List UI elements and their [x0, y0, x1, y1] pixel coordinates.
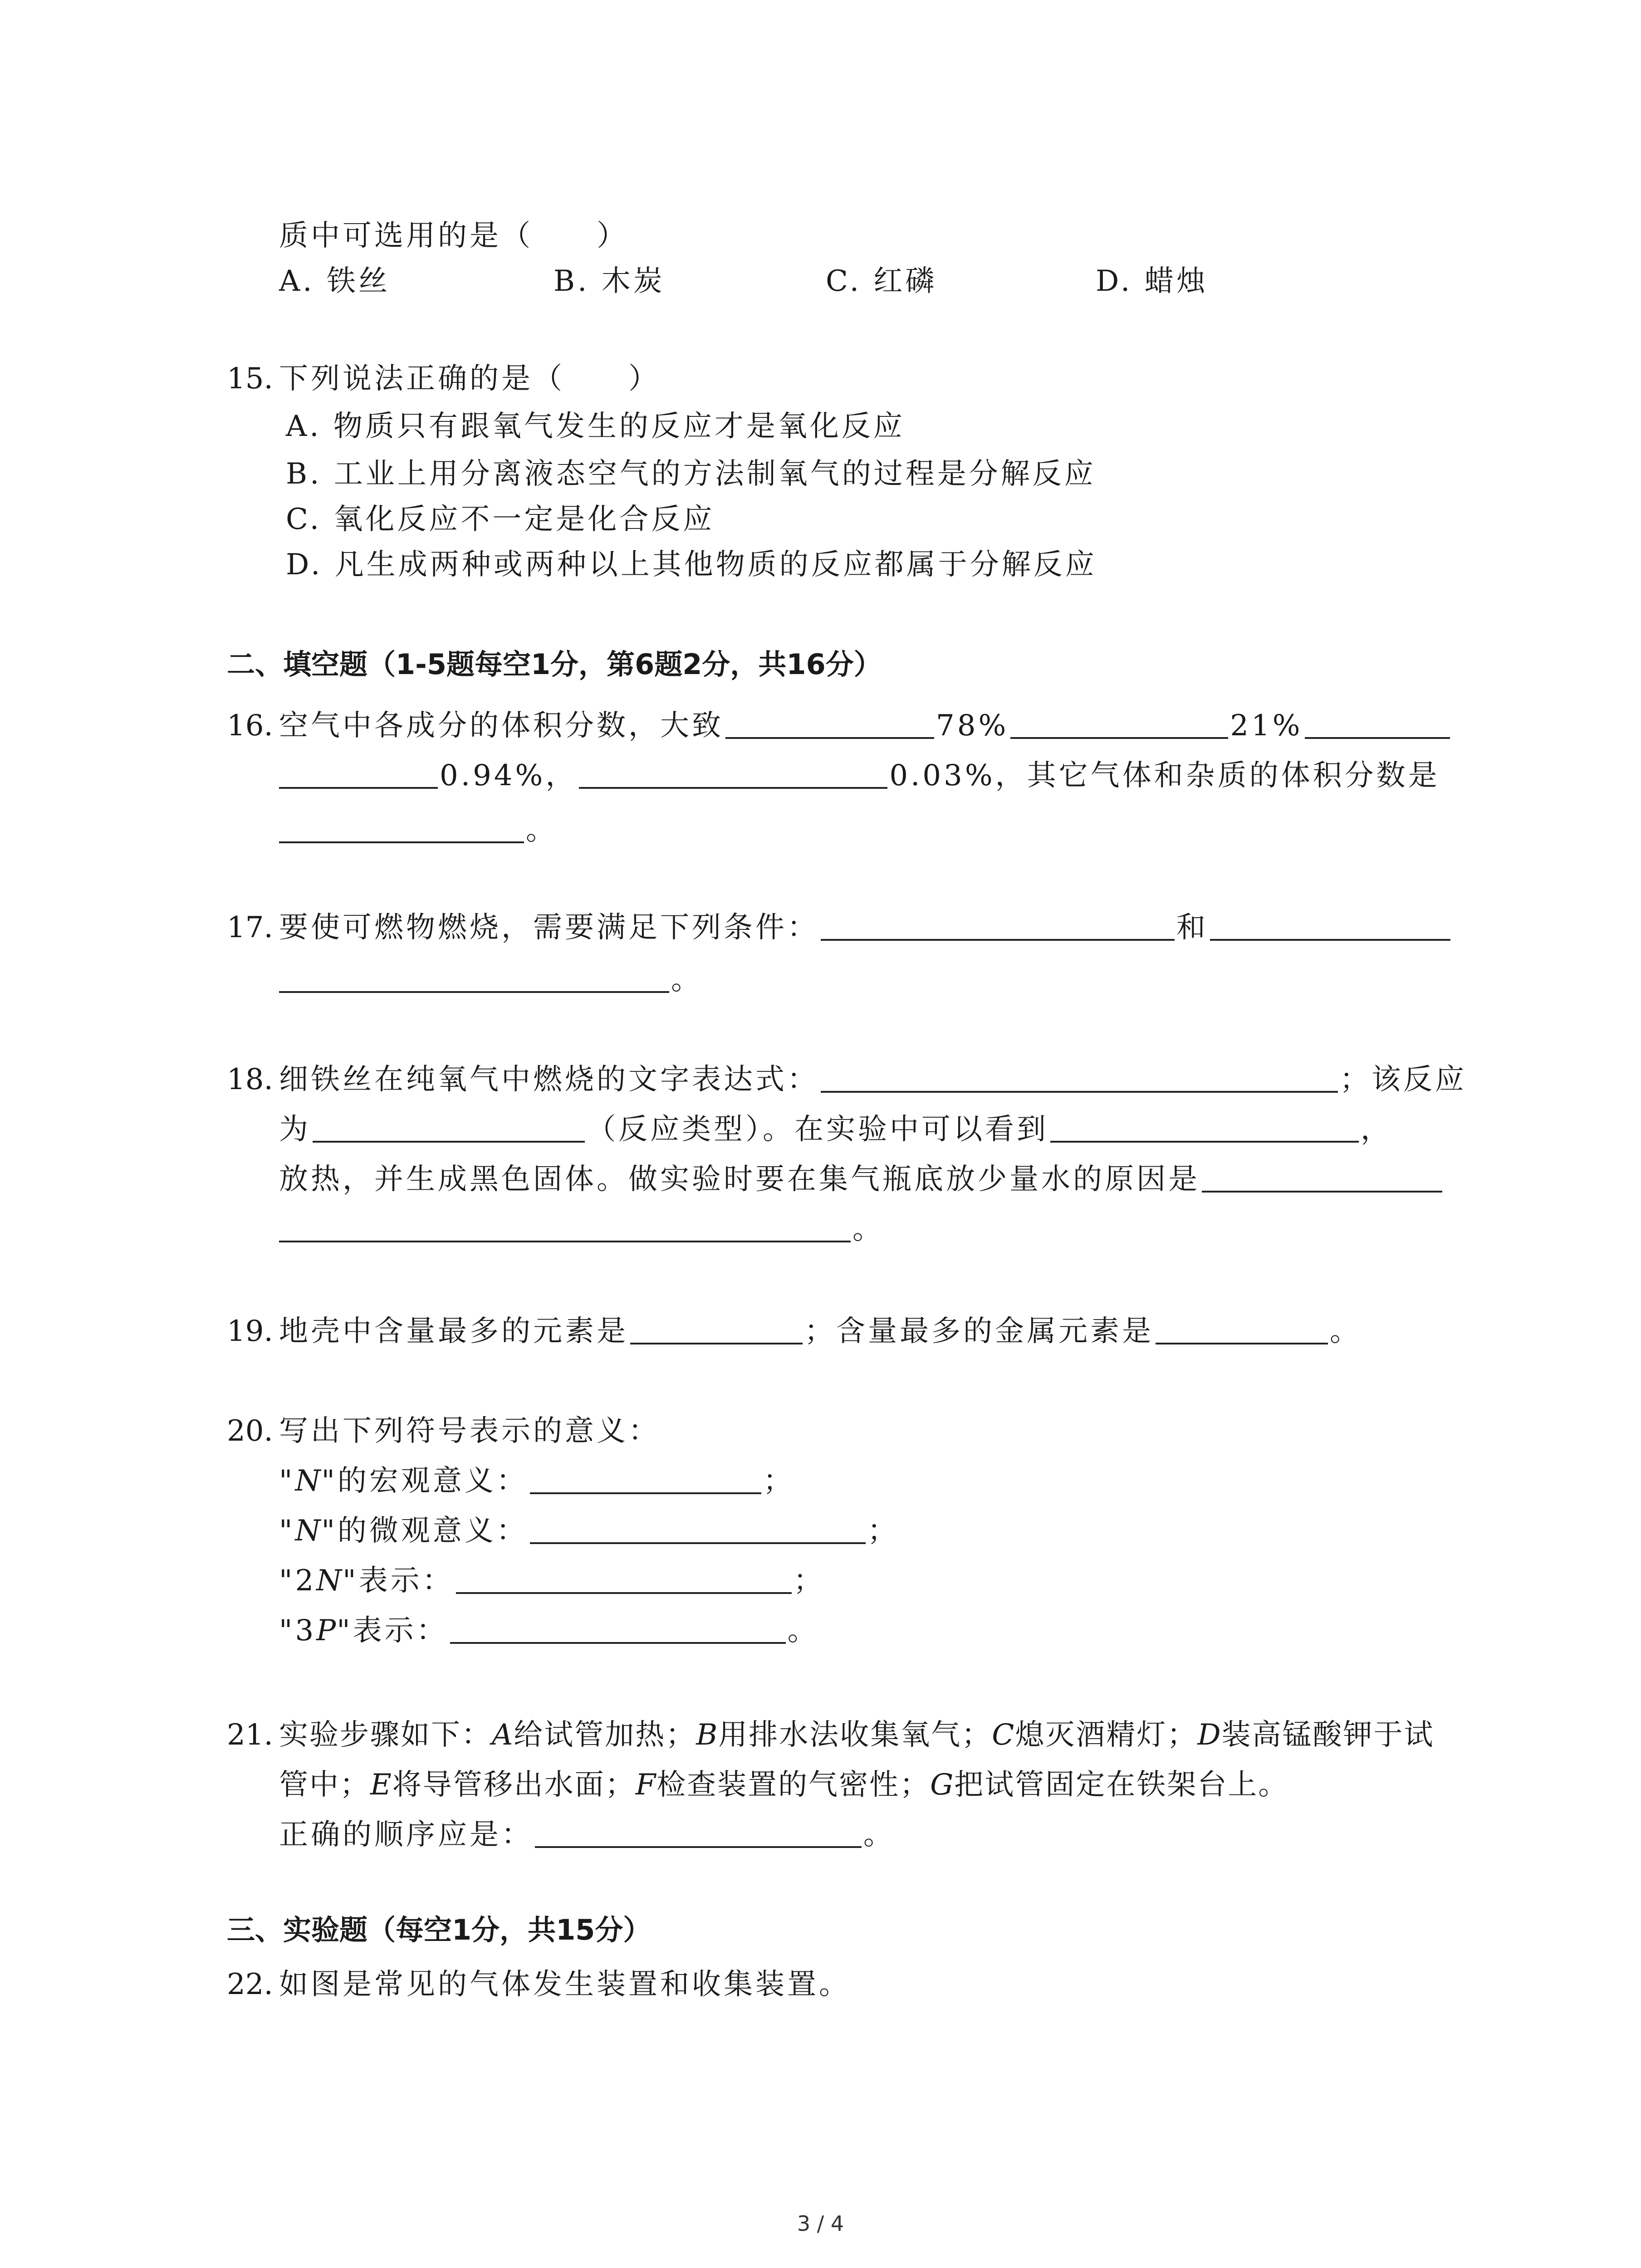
q19-end: 。 [1330, 1315, 1362, 1348]
q14-option-a: A. 铁丝 [279, 264, 390, 298]
q20-item-1-quote: " [279, 1464, 295, 1498]
q17-line-1 [227, 903, 1452, 953]
q16-end: 。 [526, 813, 558, 847]
q21-step-f-text: 检查装置的气密性； [656, 1768, 931, 1802]
q17-line-2 [279, 955, 703, 1005]
q21-step-d-text: 装高锰酸钾于试 [1221, 1718, 1435, 1752]
q20-item-3-symbol: N [316, 1564, 343, 1598]
q21-line-1 [227, 1710, 1435, 1760]
q17-blank-2b[interactable] [279, 959, 669, 993]
q18-number: 18. [227, 1063, 273, 1096]
q21-l2-seg-0: 管中； [279, 1768, 370, 1802]
q20-item-1-label: "的宏观意义： [321, 1464, 528, 1498]
q21-step-a-letter: A [492, 1718, 514, 1752]
q18-text-4: （反应类型）。在实验中可以看到 [587, 1113, 1048, 1146]
q16-number: 16. [227, 709, 273, 743]
q21-step-g-letter: G [930, 1768, 955, 1802]
q20-item-2 [279, 1506, 899, 1556]
q14-stem-text: 质中可选用的是（ ） [279, 219, 628, 253]
q21-step-a-text: 给试管加热； [514, 1718, 696, 1752]
q20-item-3-quote: "2 [279, 1564, 317, 1598]
q18-line-4 [279, 1204, 884, 1254]
q21-number: 21. [227, 1718, 273, 1752]
q15-option-a: A. 物质只有跟氧气发生的反应才是氧化反应 [286, 410, 905, 443]
q19-line [227, 1306, 1362, 1356]
q18-text-5: ， [1361, 1113, 1392, 1146]
q18-blank-4b[interactable] [279, 1209, 851, 1242]
q16-blank-4[interactable] [579, 755, 887, 789]
q20-item-1-end: ； [763, 1464, 795, 1498]
q20-item-4-end: 。 [787, 1614, 819, 1647]
q16-line-3 [279, 805, 558, 855]
q21-blank[interactable] [535, 1814, 862, 1848]
q17-text-1: 要使可燃物燃烧，需要满足下列条件： [279, 911, 819, 944]
q18-text-1: 细铁丝在纯氧气中燃烧的文字表达式： [279, 1063, 819, 1096]
q19-blank-2[interactable] [1156, 1311, 1328, 1344]
q16-blank-2[interactable] [1010, 705, 1228, 739]
q20-blank-4[interactable] [450, 1610, 786, 1644]
q18-end: 。 [852, 1212, 884, 1246]
q21-step-e-letter: E [370, 1768, 392, 1802]
section-3-heading: 三、实验题（每空1分，共15分） [227, 1913, 652, 1946]
q20-item-3-end: ； [793, 1564, 825, 1598]
q21-step-b-text: 用排水法收集氧气； [718, 1718, 992, 1752]
q16-text-78: 78% [936, 709, 1009, 743]
q20-item-3 [279, 1556, 825, 1606]
q20-blank-2[interactable] [530, 1510, 866, 1544]
q20-item-4-symbol: P [316, 1614, 337, 1647]
q20-item-4-label: "表示： [337, 1614, 448, 1647]
q17-blank-2a[interactable] [1210, 907, 1450, 941]
q20-item-1-symbol: N [295, 1464, 322, 1498]
q18-blank-4a[interactable] [1202, 1159, 1442, 1193]
q18-text-3: 为 [279, 1113, 311, 1146]
q18-blank-1[interactable] [821, 1059, 1338, 1093]
q15-option-b: B. 工业上用分离液态空气的方法制氧气的过程是分解反应 [286, 457, 1096, 491]
q20-blank-1[interactable] [530, 1461, 761, 1494]
q14-option-c: C. 红磷 [826, 264, 937, 298]
q16-blank-5[interactable] [279, 810, 524, 843]
q16-blank-3a[interactable] [1305, 705, 1450, 739]
q21-step-g-text: 把试管固定在铁架台上。 [954, 1768, 1289, 1802]
q21-step-d-letter: D [1197, 1718, 1222, 1752]
q16-line-1 [227, 701, 1452, 751]
q21-step-c-text: 熄灭酒精灯； [1015, 1718, 1198, 1752]
q19-number: 19. [227, 1315, 273, 1348]
q21-line-2 [279, 1760, 1288, 1810]
q20-item-2-end: ； [867, 1514, 899, 1548]
q20-item-2-symbol: N [295, 1514, 322, 1548]
q16-blank-3b[interactable] [279, 755, 438, 789]
q20-stem [227, 1406, 660, 1456]
q20-number: 20. [227, 1414, 273, 1448]
q20-item-4 [279, 1606, 819, 1656]
q22-stem-text: 如图是常见的气体发生装置和收集装置。 [279, 1968, 851, 2001]
q19-text-1: 地壳中含量最多的元素是 [279, 1315, 628, 1348]
q21-line-3 [279, 1810, 895, 1860]
q20-item-2-label: "的微观意义： [321, 1514, 528, 1548]
q20-item-2-quote: " [279, 1514, 295, 1548]
q18-line-3 [279, 1154, 1444, 1204]
q20-stem-text: 写出下列符号表示的意义： [279, 1414, 660, 1448]
q17-blank-1[interactable] [821, 907, 1175, 941]
q16-text-1: 空气中各成分的体积分数，大致 [279, 709, 724, 743]
q14-option-d: D. 蜡烛 [1096, 264, 1208, 298]
q21-answer-label: 正确的顺序应是： [279, 1818, 533, 1852]
q18-blank-2[interactable] [313, 1109, 585, 1143]
q16-text-21: 21% [1230, 709, 1303, 743]
q16-text-094: 0.94%， [440, 759, 578, 792]
q15-number: 15. [227, 362, 273, 396]
q20-item-3-label: "表示： [343, 1564, 454, 1598]
q21-end: 。 [863, 1818, 895, 1852]
q21-step-e-text: 将导管移出水面； [392, 1768, 636, 1802]
q18-blank-3[interactable] [1050, 1109, 1359, 1143]
q18-text-2: ；该反应 [1340, 1063, 1467, 1096]
q14-stem-tail [279, 211, 628, 261]
q21-step-b-letter: B [696, 1718, 719, 1752]
q15-option-c: C. 氧化反应不一定是化合反应 [286, 503, 715, 536]
q15-stem-text: 下列说法正确的是（ ） [279, 362, 660, 396]
q22-stem [227, 1960, 851, 2009]
q17-number: 17. [227, 911, 273, 944]
q19-blank-1[interactable] [630, 1311, 803, 1344]
q17-text-and: 和 [1176, 911, 1208, 944]
q18-line-1 [227, 1055, 1467, 1105]
q16-line-2 [279, 751, 1440, 801]
q19-text-2: ；含量最多的金属元素是 [804, 1315, 1154, 1348]
section-2-heading: 二、填空题（1-5题每空1分，第6题2分，共16分） [227, 648, 882, 681]
q15-option-d: D. 凡生成两种或两种以上其他物质的反应都属于分解反应 [286, 548, 1097, 582]
q18-line-2 [279, 1105, 1392, 1154]
q20-item-1 [279, 1456, 795, 1506]
q21-step-c-letter: C [992, 1718, 1015, 1752]
q21-step-f-letter: F [635, 1768, 657, 1802]
q20-blank-3[interactable] [456, 1560, 792, 1594]
q16-blank-1[interactable] [725, 705, 934, 739]
page-number: 3 / 4 [797, 2211, 844, 2236]
q18-text-6: 放热，并生成黑色固体。做实验时要在集气瓶底放少量水的原因是 [279, 1163, 1200, 1196]
q20-item-4-quote: "3 [279, 1614, 317, 1647]
q17-end: 。 [671, 963, 703, 997]
q16-text-003: 0.03%，其它气体和杂质的体积分数是 [889, 759, 1440, 792]
q14-option-b: B. 木炭 [554, 264, 665, 298]
q22-number: 22. [227, 1968, 273, 2001]
q15-stem [227, 354, 660, 404]
q21-l1-seg-0: 实验步骤如下： [279, 1718, 492, 1752]
